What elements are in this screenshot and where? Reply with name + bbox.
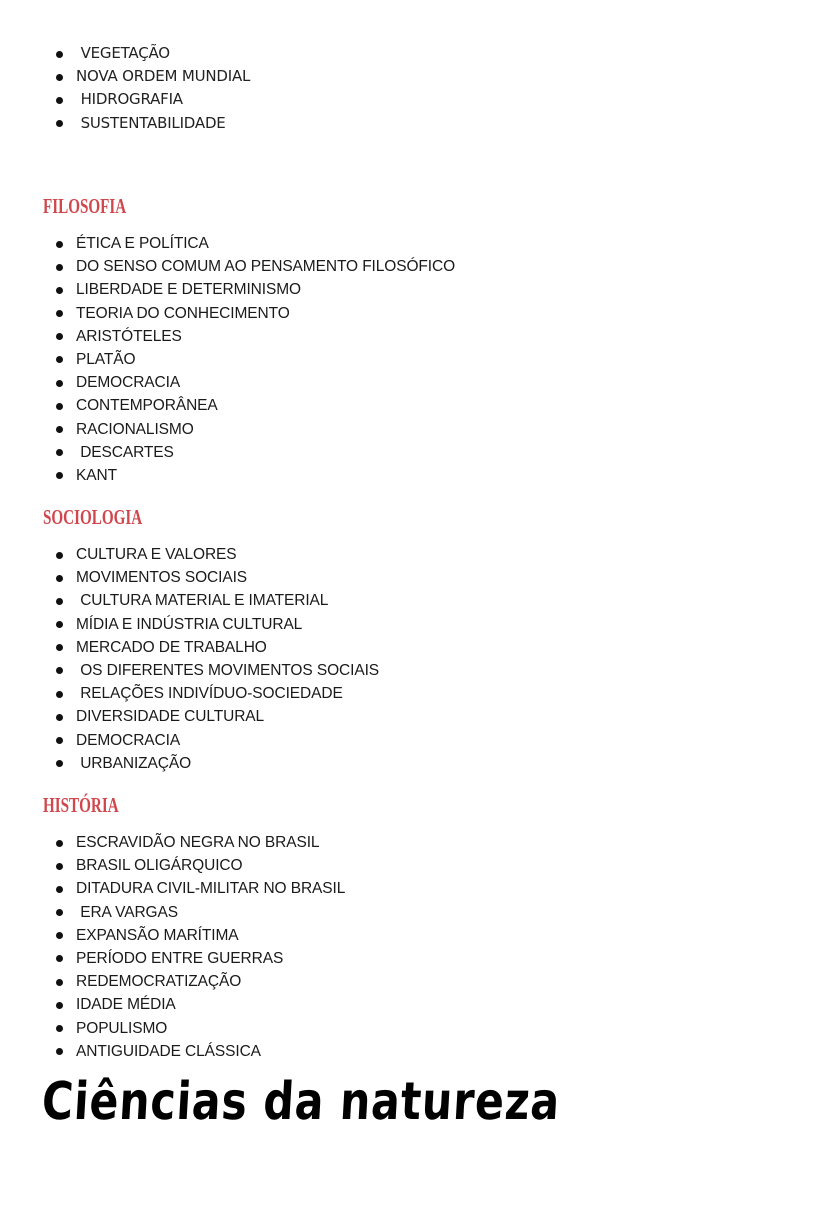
bullet-icon: [56, 575, 63, 582]
bullet-icon: [56, 552, 63, 559]
list-item: MOVIMENTOS SOCIAIS: [0, 566, 379, 589]
bullet-icon: [56, 426, 63, 433]
list-item: OS DIFERENTES MOVIMENTOS SOCIAIS: [0, 659, 379, 682]
list-item: MERCADO DE TRABALHO: [0, 636, 379, 659]
section-heading-sociologia: SOCIOLOGIA: [43, 505, 143, 529]
bullet-icon: [56, 74, 63, 81]
bullet-icon: [56, 97, 63, 104]
section-title-ciencias-da-natureza: Ciências da natureza: [40, 1072, 562, 1132]
bullet-icon: [56, 979, 63, 986]
list-item: ESCRAVIDÃO NEGRA NO BRASIL: [0, 831, 345, 854]
list-item: DESCARTES: [0, 441, 455, 464]
section-heading-filosofia: FILOSOFIA: [43, 194, 127, 218]
list-item: ARISTÓTELES: [0, 325, 455, 348]
bullet-icon: [56, 714, 63, 721]
list-item: KANT: [0, 464, 455, 487]
bullet-icon: [56, 1048, 63, 1055]
list-item: IDADE MÉDIA: [0, 993, 345, 1016]
bullet-icon: [56, 310, 63, 317]
list-item: SUSTENTABILIDADE: [0, 112, 250, 135]
bullet-icon: [56, 909, 63, 916]
list-item: DEMOCRACIA: [0, 729, 379, 752]
list-item: DO SENSO COMUM AO PENSAMENTO FILOSÓFICO: [0, 255, 455, 278]
list-item: DIVERSIDADE CULTURAL: [0, 705, 379, 728]
bullet-icon: [56, 863, 63, 870]
list-item: POPULISMO: [0, 1017, 345, 1040]
bullet-icon: [56, 737, 63, 744]
bullet-icon: [56, 598, 63, 605]
list-item: HIDROGRAFIA: [0, 88, 250, 111]
bullet-icon: [56, 472, 63, 479]
list-item: CULTURA E VALORES: [0, 543, 379, 566]
bullet-icon: [56, 955, 63, 962]
list-item: RELAÇÕES INDIVÍDUO-SOCIEDADE: [0, 682, 379, 705]
filosofia-topic-list: [0, 232, 455, 487]
list-item: DITADURA CIVIL-MILITAR NO BRASIL: [0, 877, 345, 900]
bullet-icon: [56, 333, 63, 340]
list-item: MÍDIA E INDÚSTRIA CULTURAL: [0, 613, 379, 636]
bullet-icon: [56, 932, 63, 939]
list-item: LIBERDADE E DETERMINISMO: [0, 278, 455, 301]
bullet-icon: [56, 403, 63, 410]
sociologia-topic-list: [0, 543, 379, 775]
list-item: CONTEMPORÂNEA: [0, 394, 455, 417]
bullet-icon: [56, 644, 63, 651]
bullet-icon: [56, 840, 63, 847]
bullet-icon: [56, 667, 63, 674]
list-item: EXPANSÃO MARÍTIMA: [0, 924, 345, 947]
historia-topic-list: [0, 831, 345, 1063]
bullet-icon: [56, 380, 63, 387]
bullet-icon: [56, 691, 63, 698]
bullet-icon: [56, 241, 63, 248]
list-item: DEMOCRACIA: [0, 371, 455, 394]
list-item: ÉTICA E POLÍTICA: [0, 232, 455, 255]
list-item: VEGETAÇÃO: [0, 42, 250, 65]
bullet-icon: [56, 621, 63, 628]
list-item: TEORIA DO CONHECIMENTO: [0, 302, 455, 325]
bullet-icon: [56, 449, 63, 456]
bullet-icon: [56, 120, 63, 127]
bullet-icon: [56, 760, 63, 767]
list-item: REDEMOCRATIZAÇÃO: [0, 970, 345, 993]
bullet-icon: [56, 1025, 63, 1032]
list-item: URBANIZAÇÃO: [0, 752, 379, 775]
list-item: RACIONALISMO: [0, 418, 455, 441]
list-item: PERÍODO ENTRE GUERRAS: [0, 947, 345, 970]
bullet-icon: [56, 287, 63, 294]
section-heading-historia: HISTÓRIA: [43, 793, 119, 817]
list-item: ERA VARGAS: [0, 901, 345, 924]
bullet-icon: [56, 356, 63, 363]
list-item: BRASIL OLIGÁRQUICO: [0, 854, 345, 877]
bullet-icon: [56, 1002, 63, 1009]
geografia-topic-list: [0, 42, 250, 135]
list-item: CULTURA MATERIAL E IMATERIAL: [0, 589, 379, 612]
list-item: PLATÃO: [0, 348, 455, 371]
bullet-icon: [56, 264, 63, 271]
list-item: ANTIGUIDADE CLÁSSICA: [0, 1040, 345, 1063]
list-item: NOVA ORDEM MUNDIAL: [0, 65, 250, 88]
bullet-icon: [56, 51, 63, 58]
bullet-icon: [56, 886, 63, 893]
